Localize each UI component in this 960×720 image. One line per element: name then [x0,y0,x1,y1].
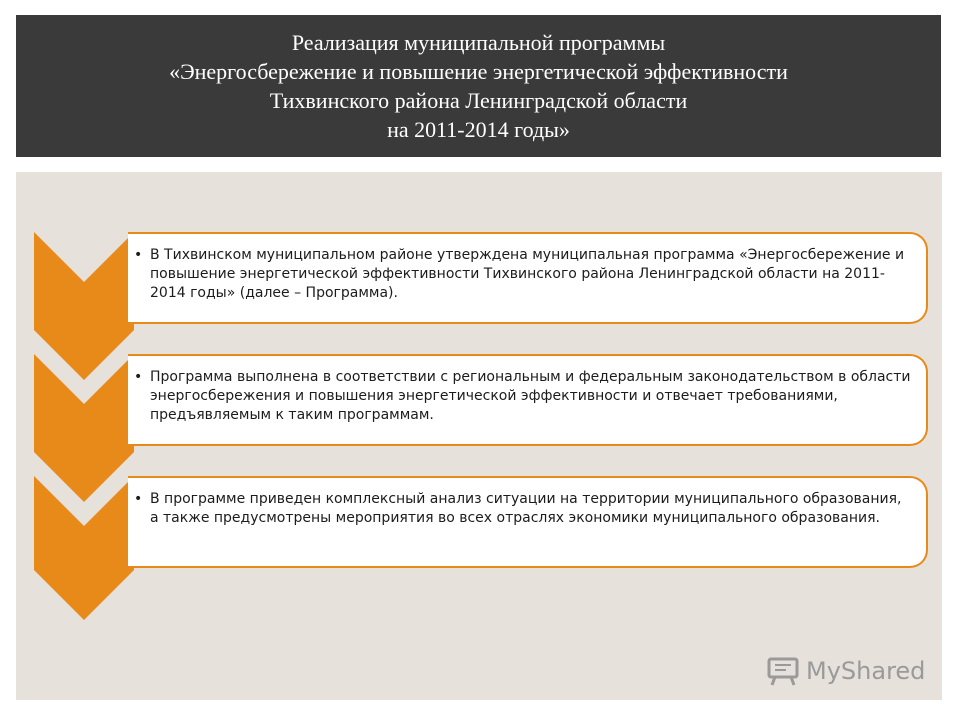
content-text-2: Программа выполнена в соответствии с региональным и федеральным законодательством в области энергосбережения и повышения энергетической эффективности и отвечает требованиями, предъявляемым к таким программам. [150,369,911,423]
title-line-4: на 2011-2014 годы» [387,117,570,142]
watermark-text: MyShared [806,657,926,685]
content-box-3 [128,476,928,568]
bullet-2: • [134,369,143,385]
watermark [766,656,925,686]
content-text-1: В Тихвинском муниципальном районе утверждена муниципальная программа «Энергосбережение и повышение энергетической эффективности Тихвинского района Ленинградской области на 2011-2014 годы» (далее – Программа). [150,247,905,301]
bullet-1: • [134,247,143,263]
title-line-2: «Энергосбережение и повышение энергетической эффективности [169,59,788,84]
title-line-1: Реализация муниципальной программы [291,30,666,55]
content-box-1 [128,232,928,324]
title-line-3: Тихвинского района Ленинградской области [269,88,688,113]
presentation-board-icon [766,656,800,686]
chevron-1 [34,232,134,380]
content-box-2 [128,354,928,446]
bullet-3: • [134,491,143,507]
content-text-3: В программе приведен комплексный анализ ситуации на территории муниципального образования, а также предусмотрены мероприятия во всех отраслях экономики муниципального образования. [150,491,902,526]
